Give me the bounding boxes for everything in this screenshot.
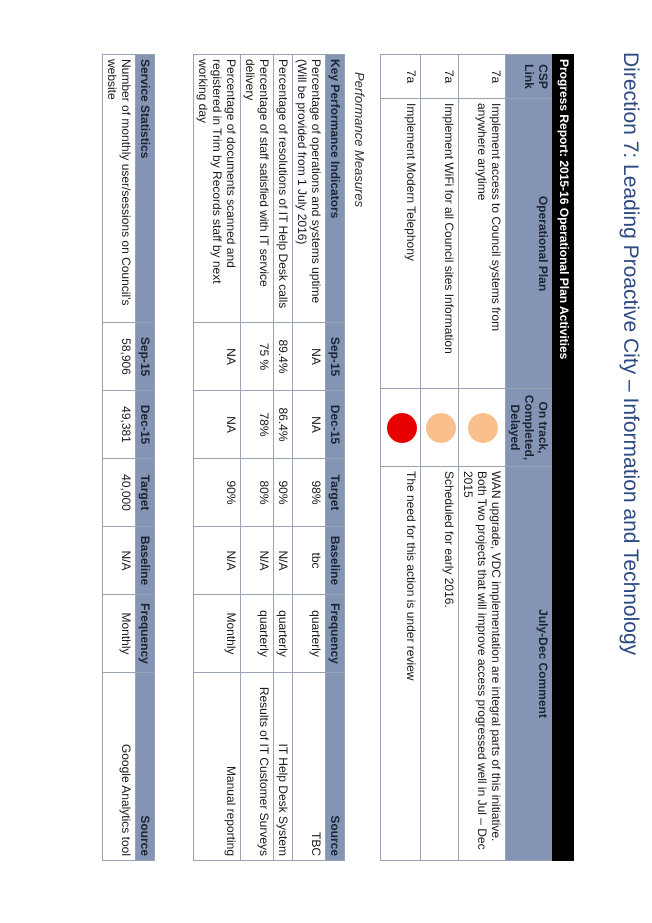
comment: The need for this action is under review [381,467,421,861]
kpi-baseline: tbc [293,527,326,595]
comment: Scheduled for early 2016. [421,467,459,861]
service-frequency: Monthly [103,595,136,673]
header-dec15: Dec-15 [136,391,155,459]
header-comment: July-Dec Comment [506,467,553,861]
kpi-source: Manual reporting [194,673,241,861]
header-sep15: Sep-15 [326,323,345,391]
kpi-target: 98% [293,459,326,527]
progress-row [459,55,506,861]
kpi-sep15: NA [194,323,241,391]
progress-report-table [380,54,574,861]
kpi-dec15: 86.4% [274,391,293,459]
kpi-sep15: 75 % [241,323,274,391]
header-source: Source [326,673,345,861]
progress-banner: Progress Report: 2015-16 Operational Plan Activities [553,55,574,861]
csp-link: 7a [459,55,506,99]
kpi-dec15: 78% [241,391,274,459]
service-target: 40,000 [103,459,136,527]
progress-row [421,55,459,861]
kpi-source: TBC [293,673,326,861]
header-target: Target [326,459,345,527]
header-frequency: Frequency [326,595,345,673]
kpi-frequency: quarterly [241,595,274,673]
kpi-frequency: quarterly [293,595,326,673]
table-row [103,55,136,861]
kpi-frequency: Monthly [194,595,241,673]
header-frequency: Frequency [136,595,155,673]
progress-banner-row [553,55,574,861]
kpi-indicator: Percentage of resolutions of IT Help Desk calls [274,55,293,323]
kpi-sep15: 89.4% [274,323,293,391]
performance-measures-heading: Performance Measures [352,72,367,208]
status-cell [421,389,459,467]
kpi-baseline: N/A [274,527,293,595]
service-indicator: Number of monthly user/sessions on Council’s website [103,55,136,323]
progress-row [381,55,421,861]
operational-plan: Implement Modern Telephony [381,99,421,389]
kpi-target: 80% [241,459,274,527]
kpi-sep15: NA [293,323,326,391]
header-target: Target [136,459,155,527]
header-kpi: Key Performance Indicators [326,55,345,323]
service-sep15: 58,906 [103,323,136,391]
comment: WAN upgrade, VDC implementation are integral parts of this initiative. Both Two projects that will improve access progressed well in Jul – Dec 2015 [459,467,506,861]
status-amber-icon [426,413,456,443]
kpi-target: 90% [194,459,241,527]
header-operational-plan: Operational Plan [506,99,553,389]
service-baseline: N/A [103,527,136,595]
operational-plan: Implement access to Council systems from anywhere anytime [459,99,506,389]
service-header-row [136,55,155,861]
kpi-baseline: N/A [194,527,241,595]
table-row [194,55,241,861]
kpi-baseline: N/A [241,527,274,595]
service-source: Google Analytics tool [103,673,136,861]
header-source: Source [136,673,155,861]
kpi-dec15: NA [293,391,326,459]
kpi-indicator: Percentage of documents scanned and registered in Trim by Records staff by next working day [194,55,241,323]
kpi-source: IT Help Desk System [274,673,293,861]
header-baseline: Baseline [326,527,345,595]
header-dec15: Dec-15 [326,391,345,459]
header-service-statistics: Service Statistics [136,55,155,323]
table-row [241,55,274,861]
page-title: Direction 7: Leading Proactive City – Information and Technology [619,52,642,656]
header-baseline: Baseline [136,527,155,595]
service-dec15: 49,381 [103,391,136,459]
kpi-target: 90% [274,459,293,527]
kpi-frequency: quarterly [274,595,293,673]
kpi-table [193,54,345,861]
csp-link: 7a [381,55,421,99]
header-sep15: Sep-15 [136,323,155,391]
kpi-header-row [326,55,345,861]
kpi-indicator: Percentage of staff satisfied with IT service delivery [241,55,274,323]
status-red-icon [387,413,417,443]
service-statistics-table [102,54,155,861]
table-row [274,55,293,861]
kpi-indicator: Percentage of operations and systems uptime (Will be provided from 1 July 2016) [293,55,326,323]
status-amber-icon [469,413,499,443]
operational-plan: Implement WiFi for all Council sites Information [421,99,459,389]
status-cell [459,389,506,467]
kpi-source: Results of IT Customer Surveys [241,673,274,861]
table-row [293,55,326,861]
kpi-dec15: NA [194,391,241,459]
csp-link: 7a [421,55,459,99]
status-cell [381,389,421,467]
header-csp-link: CSP Link [506,55,553,99]
progress-header-row [506,55,553,861]
header-status: On track, Completed, Delayed [506,389,553,467]
